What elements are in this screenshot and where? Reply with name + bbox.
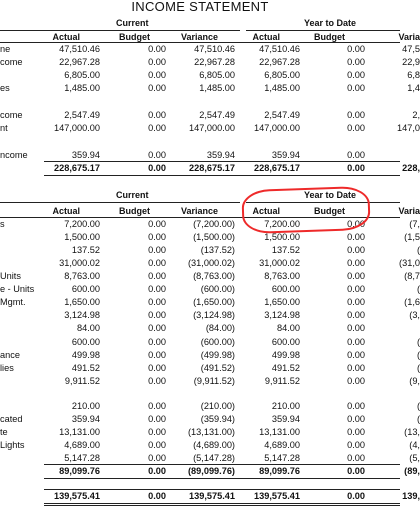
table-cell: 9,911.52 xyxy=(64,376,100,386)
total-cell: 0.00 xyxy=(347,466,365,476)
header-current: Current xyxy=(116,18,149,28)
table-cell: 0.00 xyxy=(347,350,365,360)
table-cell: 0.00 xyxy=(148,414,166,424)
table-cell: 0.00 xyxy=(148,70,166,80)
table-cell: (491.52) xyxy=(200,363,235,373)
table-cell: 0.00 xyxy=(347,363,365,373)
table-cell: 47,510.46 xyxy=(259,44,300,54)
table-cell: 0.00 xyxy=(347,245,365,255)
table-cell: 0.00 xyxy=(148,427,166,437)
subtotal-underline xyxy=(44,175,400,176)
column-header: Variance xyxy=(180,206,218,216)
table-cell: (1,500.00) xyxy=(193,232,235,242)
table-cell: ( xyxy=(416,245,420,255)
table-cell: (1,6 xyxy=(404,297,420,307)
table-cell: 0.00 xyxy=(148,57,166,67)
row-label: Mgmt. xyxy=(0,297,26,307)
table-cell: 47,510.46 xyxy=(194,44,235,54)
table-cell: 0.00 xyxy=(148,401,166,411)
table-cell: 0.00 xyxy=(347,337,365,347)
table-cell: 147,000.00 xyxy=(189,123,235,133)
table-cell: (31,000.02) xyxy=(188,258,235,268)
table-cell: 0.00 xyxy=(347,297,365,307)
table-cell: 499.98 xyxy=(71,350,100,360)
table-cell: (5, xyxy=(409,453,420,463)
table-cell: 0.00 xyxy=(148,310,166,320)
table-cell: 0.00 xyxy=(347,440,365,450)
row-label: Lights xyxy=(0,440,25,450)
table-cell: 0.00 xyxy=(347,44,365,54)
table-cell: 0.00 xyxy=(347,150,365,160)
row-label: cated xyxy=(0,414,23,424)
table-cell: 0.00 xyxy=(148,297,166,307)
table-cell: 2,547.49 xyxy=(199,110,235,120)
table-cell: 8,763.00 xyxy=(264,271,300,281)
total-cell: 0.00 xyxy=(347,163,365,173)
column-header: Actual xyxy=(52,206,80,216)
table-cell: 0.00 xyxy=(347,123,365,133)
table-cell: 491.52 xyxy=(71,363,100,373)
table-cell: 0.00 xyxy=(148,376,166,386)
table-cell: 210.00 xyxy=(71,401,100,411)
table-cell: 8,763.00 xyxy=(64,271,100,281)
table-cell: ( xyxy=(416,414,420,424)
table-cell: 137.52 xyxy=(271,245,300,255)
table-cell: 0.00 xyxy=(148,110,166,120)
table-cell: (3, xyxy=(409,310,420,320)
subtotal-underline xyxy=(44,478,400,479)
table-cell: 147,0 xyxy=(397,123,420,133)
grand-total-cell: 139, xyxy=(402,491,420,501)
header-year-to-date: Year to Date xyxy=(304,18,357,28)
table-cell: 7,200.00 xyxy=(64,219,100,229)
row-label: Units xyxy=(0,271,21,281)
table-cell: ( xyxy=(416,350,420,360)
total-cell: 228,675.17 xyxy=(189,163,235,173)
total-cell: 89,099.76 xyxy=(59,466,100,476)
table-cell: 0.00 xyxy=(347,453,365,463)
total-cell: 0.00 xyxy=(148,163,166,173)
table-cell: 31,000.02 xyxy=(59,258,100,268)
table-cell: (1,650.00) xyxy=(193,297,235,307)
grand-total-rule xyxy=(44,489,400,490)
table-cell: 210.00 xyxy=(271,401,300,411)
table-cell: 0.00 xyxy=(347,310,365,320)
table-cell: 147,000.00 xyxy=(54,123,100,133)
table-cell: 0.00 xyxy=(148,271,166,281)
table-cell: 22,967.28 xyxy=(194,57,235,67)
total-cell: 228, xyxy=(402,163,420,173)
table-cell: 3,124.98 xyxy=(64,310,100,320)
table-cell: (600.00) xyxy=(200,284,235,294)
row-label: come xyxy=(0,57,23,67)
table-cell: 7,200.00 xyxy=(264,219,300,229)
grand-total-cell: 139,575.41 xyxy=(189,491,235,501)
table-cell: (3,124.98) xyxy=(193,310,235,320)
table-cell: 4,689.00 xyxy=(64,440,100,450)
table-cell: 0.00 xyxy=(347,57,365,67)
table-cell: 6,8 xyxy=(407,70,420,80)
table-cell: 0.00 xyxy=(148,350,166,360)
table-cell: 3,124.98 xyxy=(264,310,300,320)
table-cell: (31,0 xyxy=(399,258,420,268)
table-cell: 0.00 xyxy=(148,284,166,294)
table-cell: 22,967.28 xyxy=(259,57,300,67)
total-cell: (89,099.76) xyxy=(188,466,235,476)
row-label: e - Units xyxy=(0,284,35,294)
table-cell: (499.98) xyxy=(200,350,235,360)
row-label: te xyxy=(0,427,8,437)
table-cell: 137.52 xyxy=(71,245,100,255)
table-cell: (7, xyxy=(409,219,420,229)
table-cell: 0.00 xyxy=(148,337,166,347)
table-cell: 0.00 xyxy=(347,70,365,80)
table-cell: 84.00 xyxy=(77,323,100,333)
grand-total-cell: 139,575.41 xyxy=(254,491,300,501)
table-cell: 1,650.00 xyxy=(264,297,300,307)
table-cell: 9,911.52 xyxy=(264,376,300,386)
table-cell: 491.52 xyxy=(271,363,300,373)
column-header: Budget xyxy=(119,206,150,216)
table-cell: 600.00 xyxy=(71,337,100,347)
header-underline xyxy=(246,30,400,31)
table-cell: 1,500.00 xyxy=(264,232,300,242)
table-cell: ( xyxy=(416,401,420,411)
table-cell: 5,147.28 xyxy=(264,453,300,463)
column-header: Budget xyxy=(314,206,345,216)
table-cell: 600.00 xyxy=(71,284,100,294)
column-header: Varia xyxy=(398,32,420,42)
table-cell: (5,147.28) xyxy=(193,453,235,463)
column-header: Variance xyxy=(180,32,218,42)
total-cell: 228,675.17 xyxy=(254,163,300,173)
header-underline xyxy=(0,30,240,31)
subtotal-rule xyxy=(44,161,400,162)
table-cell: 0.00 xyxy=(148,44,166,54)
table-cell: 0.00 xyxy=(148,150,166,160)
table-cell: 22,9 xyxy=(402,57,420,67)
table-cell: 47,5 xyxy=(402,44,420,54)
table-cell: 6,805.00 xyxy=(199,70,235,80)
table-cell: (13, xyxy=(404,427,420,437)
table-cell: 0.00 xyxy=(347,219,365,229)
table-cell: ( xyxy=(416,284,420,294)
table-cell: (9,911.52) xyxy=(193,376,235,386)
table-cell: (4, xyxy=(409,440,420,450)
table-cell: 1,485.00 xyxy=(199,83,235,93)
subtotal-rule xyxy=(44,464,400,465)
table-cell: 13,131.00 xyxy=(259,427,300,437)
row-label: come xyxy=(0,110,23,120)
row-label: nt xyxy=(0,123,8,133)
table-cell: (210.00) xyxy=(200,401,235,411)
table-cell: 0.00 xyxy=(347,258,365,268)
table-cell: 359.94 xyxy=(206,150,235,160)
row-label: ance xyxy=(0,350,20,360)
table-cell: (9, xyxy=(409,376,420,386)
table-cell: ( xyxy=(416,363,420,373)
table-cell: 0.00 xyxy=(148,440,166,450)
table-cell: 0.00 xyxy=(148,245,166,255)
table-cell: (4,689.00) xyxy=(193,440,235,450)
table-cell: 0.00 xyxy=(148,219,166,229)
header-year-to-date: Year to Date xyxy=(304,190,357,200)
table-cell: (8,763.00) xyxy=(193,271,235,281)
table-cell: 2,547.49 xyxy=(264,110,300,120)
column-header-rule xyxy=(0,42,400,43)
page-title: INCOME STATEMENT xyxy=(131,0,269,14)
table-cell: 0.00 xyxy=(347,323,365,333)
total-cell: 228,675.17 xyxy=(54,163,100,173)
table-cell: 5,147.28 xyxy=(64,453,100,463)
column-header: Budget xyxy=(314,32,345,42)
grand-total-cell: 0.00 xyxy=(347,491,365,501)
table-cell: 1,485.00 xyxy=(264,83,300,93)
table-cell: 0.00 xyxy=(148,83,166,93)
column-header: Actual xyxy=(252,32,280,42)
table-cell: 6,805.00 xyxy=(264,70,300,80)
row-label: lies xyxy=(0,363,14,373)
table-cell: 1,650.00 xyxy=(64,297,100,307)
table-cell: 0.00 xyxy=(347,427,365,437)
total-cell: (89, xyxy=(404,466,420,476)
table-cell: 0.00 xyxy=(148,323,166,333)
table-cell: 84.00 xyxy=(277,323,300,333)
table-cell: ( xyxy=(416,337,420,347)
total-cell: 0.00 xyxy=(148,466,166,476)
column-header: Varia xyxy=(398,206,420,216)
table-cell: (600.00) xyxy=(200,337,235,347)
table-cell: 1,4 xyxy=(407,83,420,93)
table-cell: 0.00 xyxy=(347,271,365,281)
grand-total-cell: 0.00 xyxy=(148,491,166,501)
row-label: s xyxy=(0,219,5,229)
grand-total-cell: 139,575.41 xyxy=(54,491,100,501)
table-cell: 0.00 xyxy=(148,363,166,373)
table-cell: 0.00 xyxy=(347,401,365,411)
grand-total-double-underline xyxy=(44,505,400,506)
table-cell: 359.94 xyxy=(271,414,300,424)
grand-total-underline xyxy=(44,503,400,504)
header-underline xyxy=(0,202,240,203)
row-label: ne xyxy=(0,44,11,54)
red-annotation-circle xyxy=(241,186,370,234)
table-cell: 0.00 xyxy=(347,284,365,294)
column-header: Actual xyxy=(52,32,80,42)
table-cell: 0.00 xyxy=(347,110,365,120)
table-cell: 0.00 xyxy=(148,258,166,268)
table-cell: 359.94 xyxy=(271,150,300,160)
table-cell: 1,485.00 xyxy=(64,83,100,93)
table-cell: 4,689.00 xyxy=(264,440,300,450)
table-cell: (7,200.00) xyxy=(193,219,235,229)
table-cell: 47,510.46 xyxy=(59,44,100,54)
column-header: Budget xyxy=(119,32,150,42)
row-label: es xyxy=(0,83,10,93)
total-cell: 89,099.76 xyxy=(259,466,300,476)
header-current: Current xyxy=(116,190,149,200)
table-cell: 147,000.00 xyxy=(254,123,300,133)
table-cell: 22,967.28 xyxy=(59,57,100,67)
table-cell: (137.52) xyxy=(200,245,235,255)
table-cell: 1,500.00 xyxy=(64,232,100,242)
table-cell: 359.94 xyxy=(71,150,100,160)
row-label: ncome xyxy=(0,150,28,160)
table-cell: 6,805.00 xyxy=(64,70,100,80)
table-cell: 0.00 xyxy=(148,453,166,463)
table-cell: 0.00 xyxy=(347,414,365,424)
table-cell: 31,000.02 xyxy=(259,258,300,268)
table-cell: 600.00 xyxy=(271,284,300,294)
table-cell: 499.98 xyxy=(271,350,300,360)
table-cell: 2, xyxy=(412,110,420,120)
table-cell: 13,131.00 xyxy=(59,427,100,437)
table-cell: (8,7 xyxy=(404,271,420,281)
table-cell: (13,131.00) xyxy=(188,427,235,437)
table-cell: (84.00) xyxy=(205,323,235,333)
table-cell: (1,5 xyxy=(404,232,420,242)
table-cell: (359.94) xyxy=(200,414,235,424)
table-cell: 0.00 xyxy=(148,232,166,242)
table-cell: 0.00 xyxy=(347,232,365,242)
column-header: Actual xyxy=(252,206,280,216)
table-cell: 0.00 xyxy=(148,123,166,133)
table-cell: 600.00 xyxy=(271,337,300,347)
table-cell: 2,547.49 xyxy=(64,110,100,120)
table-cell: 0.00 xyxy=(347,83,365,93)
table-cell: 0.00 xyxy=(347,376,365,386)
table-cell: 359.94 xyxy=(71,414,100,424)
